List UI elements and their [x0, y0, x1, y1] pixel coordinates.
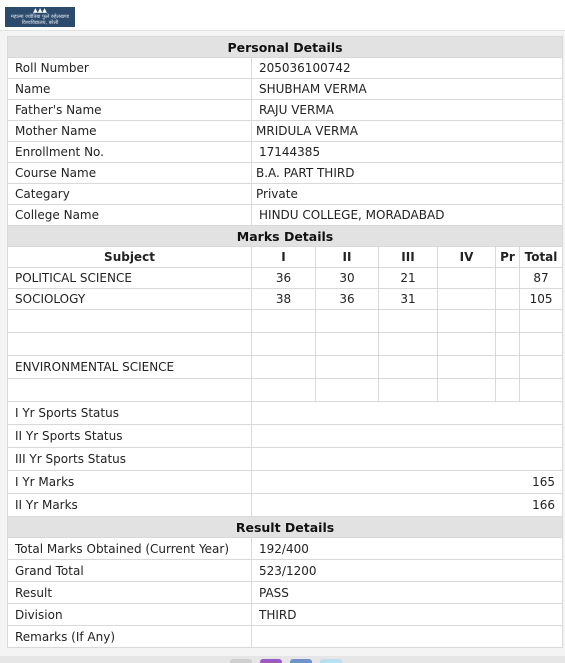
result-value: PASS	[252, 582, 563, 604]
col-total: Total	[520, 247, 563, 268]
college-name-value: HINDU COLLEGE, MORADABAD	[252, 205, 563, 226]
roll-number-label: Roll Number	[8, 58, 252, 79]
first-year-marks-value: 165	[252, 471, 563, 494]
subject-practical	[496, 289, 520, 310]
personal-row	[8, 184, 563, 205]
personal-row	[8, 142, 563, 163]
sports-status-row	[8, 425, 563, 448]
marks-column-header-row	[8, 247, 563, 268]
division-label: Division	[8, 604, 252, 626]
grand-total-value: 523/1200	[252, 560, 563, 582]
empty-subject-row	[8, 379, 563, 402]
course-name-label: Course Name	[8, 163, 252, 184]
sports-status-row	[8, 402, 563, 425]
father-name-label: Father's Name	[8, 100, 252, 121]
top-bar	[0, 0, 565, 31]
subject-mark-3: 31	[379, 289, 438, 310]
taskbar-icon[interactable]	[230, 659, 252, 663]
personal-row	[8, 121, 563, 142]
taskbar-icon[interactable]	[290, 659, 312, 663]
marks-details-header: Marks Details	[8, 226, 563, 247]
father-name-value: RAJU VERMA	[252, 100, 563, 121]
bottom-bar	[0, 656, 565, 663]
sports-status-row	[8, 448, 563, 471]
subject-mark-1: 38	[252, 289, 316, 310]
sports-status-value	[252, 425, 563, 448]
col-practical: Pr	[496, 247, 520, 268]
second-year-marks-value: 166	[252, 494, 563, 517]
category-label: Categary	[8, 184, 252, 205]
result-row	[8, 626, 563, 648]
previous-year-marks-row	[8, 471, 563, 494]
logo-text: महात्मा ज्योतिबा फुले रुहेलखण्ड विश्वविद्यालय, बरेली	[10, 14, 70, 26]
result-row	[8, 538, 563, 560]
col-paper-3: III	[379, 247, 438, 268]
university-logo[interactable]	[5, 7, 75, 27]
result-label: Result	[8, 582, 252, 604]
personal-row	[8, 58, 563, 79]
sports-status-label: III Yr Sports Status	[8, 448, 252, 471]
result-details-header: Result Details	[8, 517, 563, 538]
subject-row	[8, 356, 563, 379]
previous-year-marks-row	[8, 494, 563, 517]
subject-name: POLITICAL SCIENCE	[8, 268, 252, 289]
mother-name-label: Mother Name	[8, 121, 252, 142]
subject-mark-3: 21	[379, 268, 438, 289]
remarks-label: Remarks (If Any)	[8, 626, 252, 648]
sports-status-value	[252, 448, 563, 471]
roll-number-value: 205036100742	[252, 58, 563, 79]
course-name-value: B.A. PART THIRD	[252, 163, 563, 184]
college-name-label: College Name	[8, 205, 252, 226]
subject-mark-4	[438, 289, 496, 310]
subject-name: ENVIRONMENTAL SCIENCE	[8, 356, 252, 379]
empty-subject-row	[8, 310, 563, 333]
personal-row	[8, 163, 563, 184]
subject-row	[8, 268, 563, 289]
result-row	[8, 582, 563, 604]
taskbar-icon[interactable]	[320, 659, 342, 663]
subject-total: 87	[520, 268, 563, 289]
col-paper-1: I	[252, 247, 316, 268]
subject-mark-2: 36	[316, 289, 379, 310]
result-row	[8, 560, 563, 582]
name-value: SHUBHAM VERMA	[252, 79, 563, 100]
col-paper-2: II	[316, 247, 379, 268]
subject-row	[8, 289, 563, 310]
emblem-icon: ▲▲▲	[33, 7, 47, 14]
subject-total: 105	[520, 289, 563, 310]
sports-status-label: I Yr Sports Status	[8, 402, 252, 425]
enrollment-label: Enrollment No.	[8, 142, 252, 163]
personal-row	[8, 205, 563, 226]
division-value: THIRD	[252, 604, 563, 626]
taskbar-icon[interactable]	[260, 659, 282, 663]
col-subject: Subject	[8, 247, 252, 268]
subject-practical	[496, 268, 520, 289]
subject-mark-1: 36	[252, 268, 316, 289]
enrollment-value: 17144385	[252, 142, 563, 163]
personal-row	[8, 100, 563, 121]
total-marks-value: 192/400	[252, 538, 563, 560]
name-label: Name	[8, 79, 252, 100]
result-row	[8, 604, 563, 626]
subject-name: SOCIOLOGY	[8, 289, 252, 310]
personal-details-header: Personal Details	[8, 37, 563, 58]
second-year-marks-label: II Yr Marks	[8, 494, 252, 517]
sports-status-value	[252, 402, 563, 425]
category-value: Private	[252, 184, 563, 205]
empty-subject-row	[8, 333, 563, 356]
personal-row	[8, 79, 563, 100]
result-table	[7, 36, 563, 648]
sports-status-label: II Yr Sports Status	[8, 425, 252, 448]
subject-mark-2: 30	[316, 268, 379, 289]
grand-total-label: Grand Total	[8, 560, 252, 582]
first-year-marks-label: I Yr Marks	[8, 471, 252, 494]
mother-name-value: MRIDULA VERMA	[252, 121, 563, 142]
remarks-value	[252, 626, 563, 648]
subject-mark-4	[438, 268, 496, 289]
col-paper-4: IV	[438, 247, 496, 268]
total-marks-label: Total Marks Obtained (Current Year)	[8, 538, 252, 560]
